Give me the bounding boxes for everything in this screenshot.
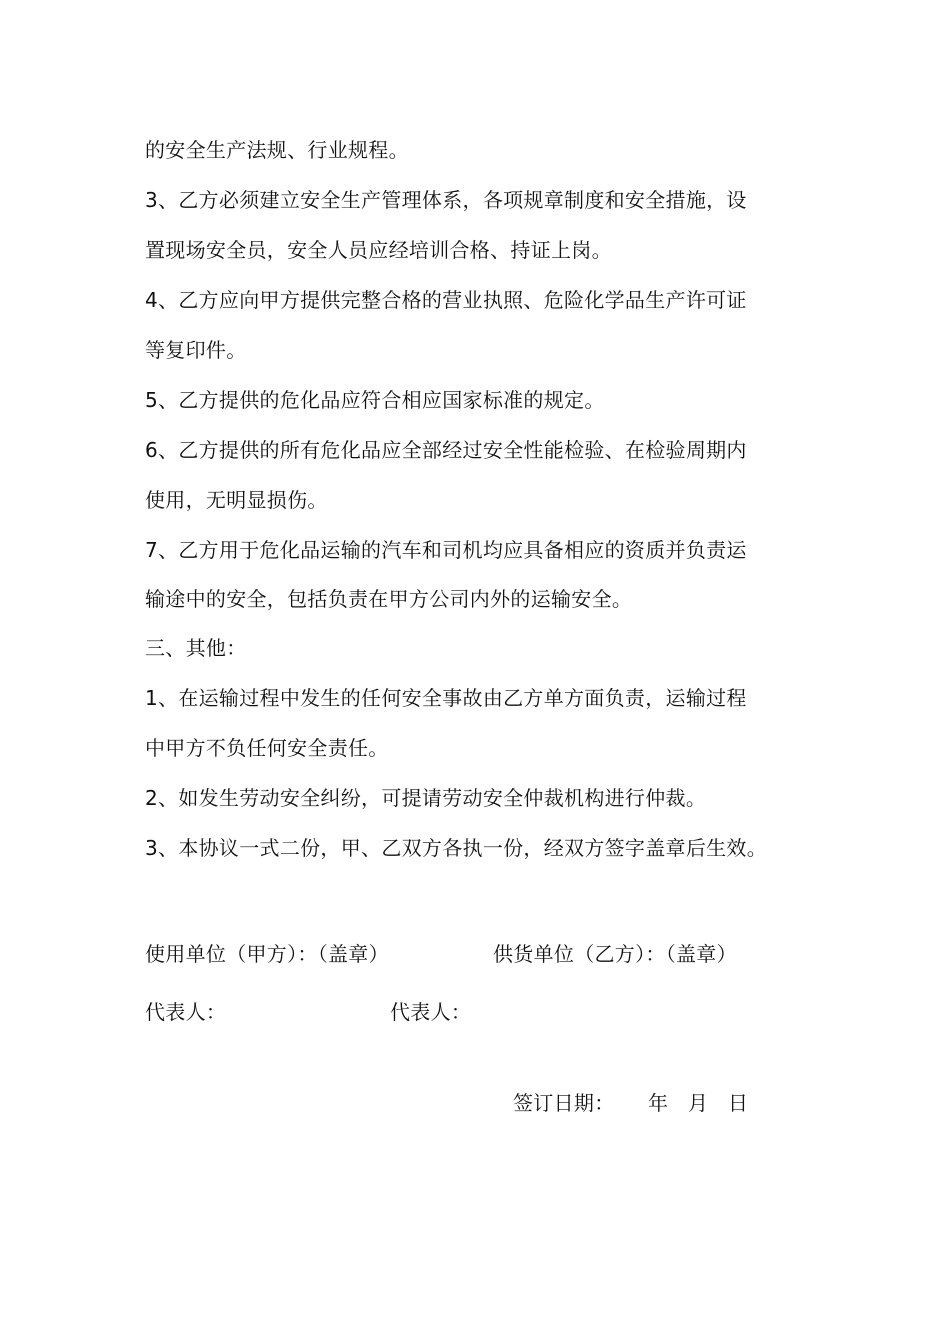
clause-4-line-1: 4、乙方应向甲方提供完整合格的营业执照、危险化学品生产许可证 (145, 288, 747, 312)
other-1-line-2: 中甲方不负任何安全责任。 (145, 736, 389, 760)
clause-6-line-2: 使用，无明显损伤。 (145, 488, 328, 512)
party-b-rep-label: 代表人： (390, 1000, 472, 1024)
party-a-unit-label: 使用单位（甲方）：（盖章） (145, 942, 389, 966)
clause-6-line-1: 6、乙方提供的所有危化品应全部经过安全性能检验、在检验周期内 (145, 438, 747, 462)
clause-5-line-1: 5、乙方提供的危化品应符合相应国家标准的规定。 (145, 388, 605, 412)
other-1-line-1: 1、在运输过程中发生的任何安全事故由乙方单方面负责，运输过程 (145, 686, 747, 710)
date-year: 年 (648, 1091, 669, 1115)
sign-date-label: 签订日期： (513, 1091, 615, 1115)
clause-3-line-1: 3、乙方必须建立安全生产管理体系，各项规章制度和安全措施，设 (145, 188, 747, 212)
clause-7-line-2: 输途中的安全，包括负责在甲方公司内外的运输安全。 (145, 587, 633, 611)
party-a-rep-label: 代表人： (145, 1000, 227, 1024)
clause-4-line-2: 等复印件。 (145, 338, 247, 362)
other-3-line-1: 3、本协议一式二份，甲、乙双方各执一份，经双方签字盖章后生效。 (145, 836, 768, 860)
date-month: 月 (688, 1091, 709, 1115)
date-day: 日 (728, 1091, 749, 1115)
party-b-unit-label: 供货单位（乙方）：（盖章） (493, 942, 737, 966)
clause-7-line-1: 7、乙方用于危化品运输的汽车和司机均应具备相应的资质并负责运 (145, 538, 747, 562)
clause-3-line-2: 置现场安全员，安全人员应经培训合格、持证上岗。 (145, 238, 612, 262)
body-line-1: 的安全生产法规、行业规程。 (145, 138, 409, 162)
other-2-line-1: 2、如发生劳动安全纠纷，可提请劳动安全仲裁机构进行仲裁。 (145, 786, 707, 810)
section-3-heading: 三、其他： (145, 636, 247, 660)
